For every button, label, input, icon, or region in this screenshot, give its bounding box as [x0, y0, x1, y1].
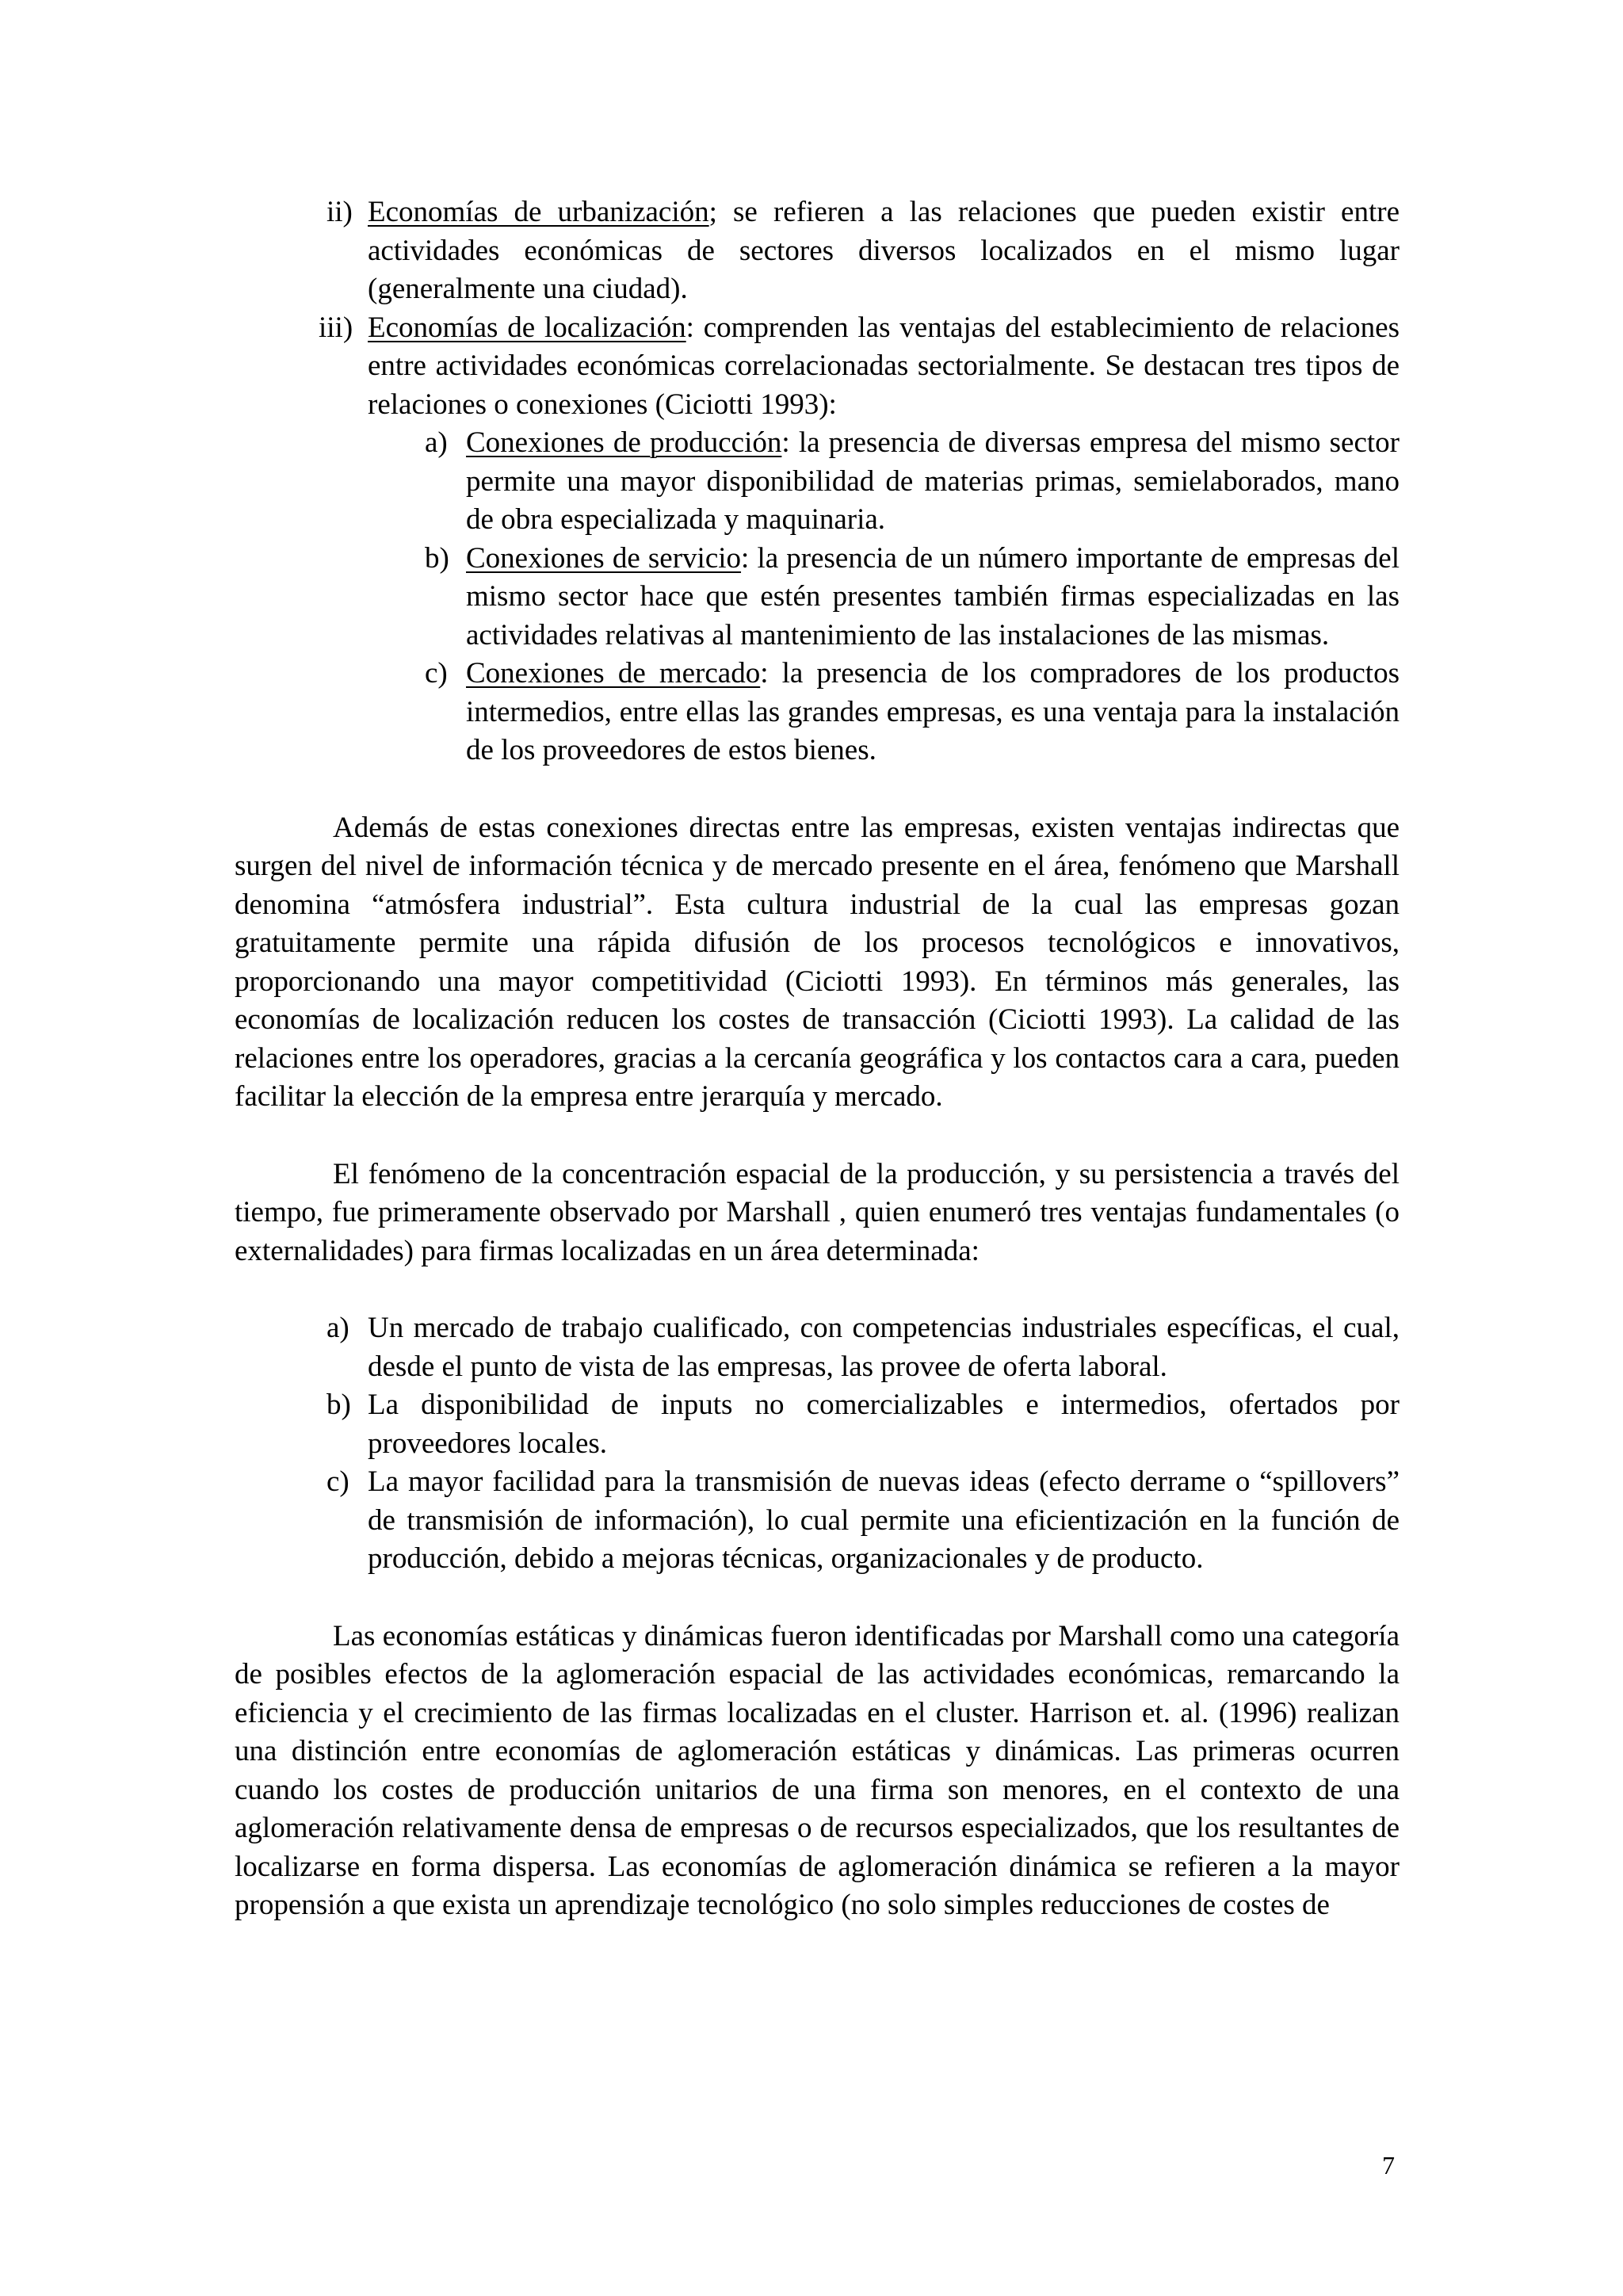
- list-item-servicio: [425, 540, 1400, 655]
- list-item-mercado: [425, 655, 1400, 770]
- list-item-text: La disponibilidad de inputs no comercializables e intermedios, ofertados por proveedores locales.: [368, 1389, 1400, 1460]
- advantages-list: [327, 1309, 1400, 1579]
- list-item-urbanizacion: [327, 193, 1400, 309]
- underlined-term: Economías de urbanización: [368, 196, 709, 228]
- paragraph-atmosfera-industrial: Además de estas conexiones directas entre las empresas, existen ventajas indirectas que surgen del nivel de información técnica y de mercado presente en el área, fenómeno que Marshall denomina “atmósfera industrial”. Esta cultura industrial de la cual las empresas gozan gratuitamente permite una rápida difusión de los procesos tecnológicos e innovativos, proporcionando una mayor competitividad (Ciciotti 1993). En términos más generales, las economías de localización reducen los costes de transacción (Ciciotti 1993). La calidad de las relaciones entre los operadores, gracias a la cercanía geográfica y los contactos cara a cara, pueden facilitar la elección de la empresa entre jerarquía y mercado.: [235, 811, 1400, 1113]
- list-item-produccion: [425, 424, 1400, 540]
- spacer: [235, 1117, 1400, 1156]
- underlined-term: Conexiones de mercado: [466, 657, 761, 690]
- list-marker: b): [425, 541, 449, 575]
- list-item-text: : la presencia de diversas empresa del mismo sector permite una mayor disponibilidad de materias primas, semielaborados, mano de obra especializada y maquinaria.: [466, 426, 1400, 536]
- list-marker: ii): [327, 196, 353, 228]
- spacer: [235, 1270, 1400, 1309]
- list-item-text: : la presencia de un número importante de empresas del mismo sector hace que estén presentes también firmas especializadas en las actividades relativas al mantenimiento de las instalaciones de las mismas.: [466, 541, 1400, 651]
- list-item-text: : comprenden las ventajas del establecimiento de relaciones entre actividades económicas correlacionadas sectorialmente. Se destacan tres tipos de relaciones o conexiones (Ciciotti 1993):: [368, 311, 1400, 421]
- underlined-term: Conexiones de servicio: [466, 541, 742, 575]
- list-marker: a): [425, 426, 448, 459]
- list-item-text: Un mercado de trabajo cualificado, con competencias industriales específicas, el cual, desde el punto de vista de las empresas, las provee de oferta laboral.: [368, 1312, 1400, 1383]
- underlined-term: Economías de localización: [368, 311, 686, 344]
- list-item-body: [466, 655, 1400, 770]
- list-item-inputs: [327, 1386, 1400, 1463]
- list-item-body: [368, 309, 1400, 425]
- spacer: [235, 770, 1400, 809]
- economies-list: [319, 193, 1400, 770]
- list-marker: a): [327, 1312, 349, 1344]
- list-marker: b): [327, 1389, 351, 1421]
- list-item-body: [466, 540, 1400, 655]
- list-item-text: : la presencia de los compradores de los productos intermedios, entre ellas las grandes empresas, es una ventaja para la instalación de los proveedores de estos bienes.: [466, 657, 1400, 766]
- page-body: [235, 193, 1400, 1925]
- list-item-spillovers: [327, 1463, 1400, 1579]
- list-item-body: [466, 424, 1400, 540]
- page-number: 7: [1382, 2151, 1395, 2179]
- list-item-localizacion: [319, 309, 1400, 425]
- underlined-term: Conexiones de producción: [466, 426, 782, 459]
- paragraph-concentracion-espacial: El fenómeno de la concentración espacial de la producción, y su persistencia a través del tiempo, fue primeramente observado por Marshall , quien enumeró tres ventajas fundamentales (o externalidades) para firmas localizadas en un área determinada:: [235, 1157, 1400, 1267]
- connections-list: [425, 424, 1400, 770]
- list-item-mercado-trabajo: [327, 1309, 1400, 1386]
- list-marker: iii): [319, 311, 353, 344]
- list-marker: c): [425, 657, 448, 690]
- list-item-text: ; se refieren a las relaciones que pueden existir entre actividades económicas de sectores diversos localizados en el mismo lugar (generalmente una ciudad).: [368, 196, 1400, 305]
- paragraph-economias-estaticas-dinamicas: Las economías estáticas y dinámicas fueron identificadas por Marshall como una categoría de posibles efectos de la aglomeración espacial de las actividades económicas, remarcando la eficiencia y el crecimiento de las firmas localizadas en el cluster. Harrison et. al. (1996) realizan una distinción entre economías de aglomeración estáticas y dinámicas. Las primeras ocurren cuando los costes de producción unitarios de una firma son menores, en el contexto de una aglomeración relativamente densa de empresas o de recursos especializados, que los resultantes de localizarse en forma dispersa. Las economías de aglomeración dinámica se refieren a la mayor propensión a que exista un aprendizaje tecnológico (no solo simples reducciones de costes de: [235, 1619, 1400, 1921]
- list-item-text: La mayor facilidad para la transmisión de nuevas ideas (efecto derrame o “spillovers” de transmisión de información), lo cual permite una eficientización en la función de producción, debido a mejoras técnicas, organizacionales y de producto.: [368, 1465, 1400, 1575]
- list-item-body: [368, 193, 1400, 309]
- spacer: [235, 1579, 1400, 1618]
- list-marker: c): [327, 1465, 349, 1498]
